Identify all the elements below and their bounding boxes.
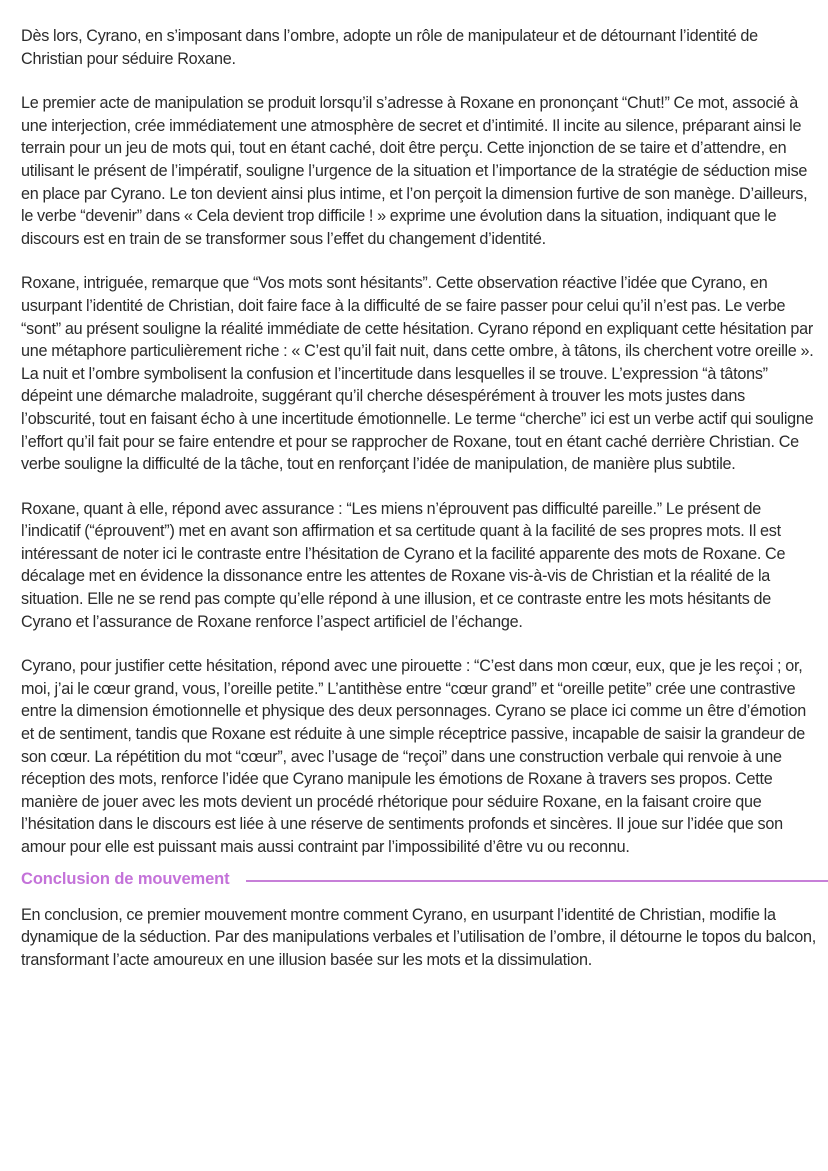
paragraph-intro: Dès lors, Cyrano, en s’imposant dans l’ombre, adopte un rôle de manipulateur et de détournant l’identité de Christian pour séduire Roxane. [21, 27, 758, 68]
paragraph-pirouette-analysis: Cyrano, pour justifier cette hésitation, répond avec une pirouette : “C’est dans mon cœur, eux, que je les reçoi ; or, moi, j’ai le cœur grand, vous, l’oreille petite.” L’antithèse entre “cœur grand” et “oreille petite” crée une contrastive entre la dimension émotionnelle et physique des deux personnages. Cyrano se place ici comme un être d’émotion et de sentiment, tandis que Roxane est réduite à une simple réceptrice passive, incapable de saisir la grandeur de son cœur. La répétition du mot “cœur”, avec l’usage de “reçoi” dans une construction verbale qui renvoie à une réception des mots, renforce l’idée que Cyrano manipule les émotions de Roxane à travers ses propos. Cette manière de jouer avec les mots devient un procédé rhétorique pour séduire Roxane, en la faisant croire que l’hésitation dans le discours est liée à une réserve de sentiments profonds et sincères. Il joue sur l’idée que son amour pour elle est puissant mais aussi contraint par l’impossibilité d’être vu ou reconnu. [21, 657, 806, 856]
section-heading-title: Conclusion de mouvement [21, 870, 230, 889]
paragraph-chut-analysis: Le premier acte de manipulation se produit lorsqu’il s’adresse à Roxane en prononçant “Chut!” Ce mot, associé à une interjection, crée immédiatement une atmosphère de secret et d’intimité. Il incite au silence, préparant ainsi le terrain pour un jeu de mots qui, tout en étant caché, doit être perçu. Cette injonction de se taire et d’attendre, en utilisant le présent de l’impératif, souligne l’urgence de la situation et l’importance de la stratégie de séduction mise en place par Cyrano. Le ton devient ainsi plus intime, et l’on perçoit la dimension furtive de son manège. D’ailleurs, le verbe “devenir” dans « Cela devient trop difficile ! » exprime une évolution dans la situation, indiquant que le discours est en train de se transformer sous l’effet du changement d’identité. [21, 94, 808, 248]
heading-divider-line [246, 880, 828, 882]
paragraph-roxane-response: Roxane, quant à elle, répond avec assurance : “Les miens n’éprouvent pas difficulté pareille.” Le présent de l’indicatif (“éprouvent”) met en avant son affirmation et sa certitude quant à la facilité de ses propres mots. Il est intéressant de noter ici le contraste entre l’hésitation de Cyrano et la facilité apparente des mots de Roxane. Ce décalage met en évidence la dissonance entre les attentes de Roxane vis-à-vis de Christian et la réalité de la situation. Elle ne se rend pas compte qu’elle répond à une illusion, et ce contraste entre les mots hésitants de Cyrano et l’assurance de Roxane renforce l’aspect artificiel de l’échange. [21, 499, 786, 631]
paragraph-hesitation-analysis: Roxane, intriguée, remarque que “Vos mots sont hésitants”. Cette observation réactive l’idée que Cyrano, en usurpant l’identité de Christian, doit faire face à la difficulté de se faire passer pour celui qu’il n’est pas. Le verbe “sont” au présent souligne la réalité immédiate de cette hésitation. Cyrano répond en expliquant cette hésitation par une métaphore particulièrement riche : « C’est qu’il fait nuit, dans cette ombre, à tâtons, ils cherchent votre oreille ». La nuit et l’ombre symbolisent la confusion et l’incertitude dans lesquelles il se trouve. L’expression “à tâtons” dépeint une démarche maladroite, suggérant qu’il cherche désespérément à trouver les mots justes dans l’obscurité, tout en faisant écho à une incertitude émotionnelle. Le terme “cherche” ici est un verbe actif qui souligne l’effort qu’il fait pour se faire entendre et pour se rapprocher de Roxane, tout en étant caché derrière Christian. Ce verbe souligne la difficulté de la tâche, tout en renforçant l’idée de manipulation, de manière plus subtile. [21, 274, 814, 474]
paragraph-conclusion: En conclusion, ce premier mouvement montre comment Cyrano, en usurpant l’identité de Christian, modifie la dynamique de la séduction. Par des manipulations verbales et l’utilisation de l’ombre, il détourne le topos du balcon, transformant l’acte amoureux en une illusion basée sur les mots et la dissimulation. [21, 905, 817, 969]
section-heading-conclusion [21, 868, 821, 892]
document-body [21, 25, 821, 993]
